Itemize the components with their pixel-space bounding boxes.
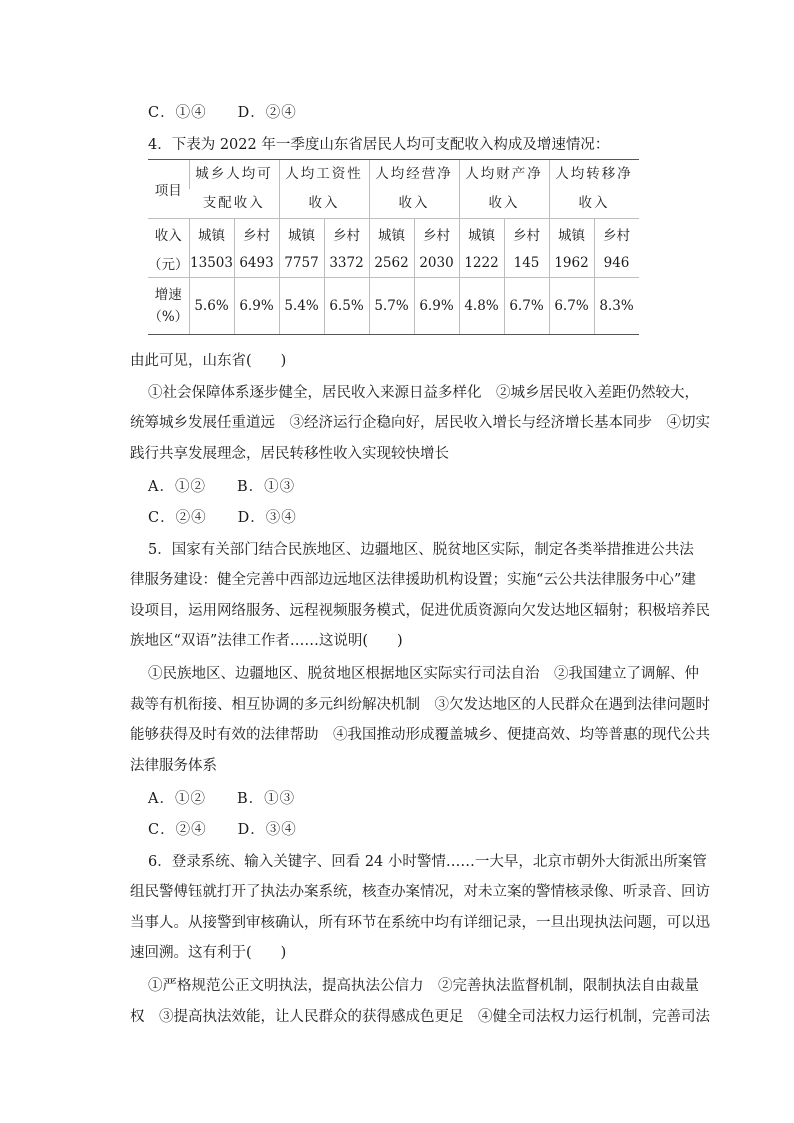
- q4-options-row-1: [148, 477, 648, 497]
- subhead-cell: 乡村: [504, 219, 549, 249]
- q5-stem-line: 5．国家有关部门结合民族地区、边疆地区、脱贫地区实际，制定各类举措推进公共法: [148, 542, 694, 558]
- growth-cell: 6.7%: [549, 278, 594, 335]
- q5-stem-line: 设项目，运用网络服务、远程视频服务模式，促进优质资源向欠发达地区辐射；积极培养民: [130, 603, 710, 619]
- option-b: B．①③: [236, 479, 296, 495]
- income-table: [148, 159, 639, 335]
- subhead-cell: 城镇: [279, 219, 324, 249]
- income-cell: 2030: [414, 248, 459, 278]
- group-header-line2: 收入: [279, 189, 369, 219]
- q6-stem-line: 6．登录系统、输入关键字、回看 24 小时警情……一大早，北京市朝外大街派出所案管: [148, 854, 707, 870]
- q5-statement-line: 裁等有机衔接、相互协调的多元纠纷解决机制 ③欠发达地区的人民群众在遇到法律问题时: [130, 697, 710, 713]
- growth-cell: 5.6%: [189, 278, 234, 335]
- growth-cell: 5.7%: [369, 278, 414, 335]
- group-header: 人均工资性: [279, 160, 369, 190]
- growth-cell: 6.7%: [504, 278, 549, 335]
- income-cell: 1962: [549, 248, 594, 278]
- income-cell: 7757: [279, 248, 324, 278]
- q4-statement-line: 统筹城乡发展任重道远 ③经济运行企稳向好，居民收入增长与经济增长基本同步 ④切实: [130, 415, 710, 431]
- subhead-cell: 乡村: [324, 219, 369, 249]
- option-a: A．①②: [148, 479, 206, 495]
- income-cell: 946: [594, 248, 639, 278]
- q5-statement-line: ①民族地区、边疆地区、脱贫地区根据地区实际实行司法自治 ②我国建立了调解、仲: [148, 666, 699, 682]
- growth-cell: 6.5%: [324, 278, 369, 335]
- q5-options-row-1: [148, 789, 648, 809]
- income-unit-label: （元）: [148, 256, 189, 273]
- group-header: 人均经营净: [369, 160, 459, 190]
- option-b: B．①③: [236, 791, 296, 807]
- q5-statement-line: 能够获得及时有效的法律帮助 ④我国推动形成覆盖城乡、便捷高效、均等普惠的现代公共: [130, 727, 710, 743]
- growth-label: 增速 （%）: [148, 278, 189, 335]
- growth-cell: 4.8%: [459, 278, 504, 335]
- growth-cell: 5.4%: [279, 278, 324, 335]
- option-d: D．③④: [237, 822, 297, 838]
- subhead-cell: 乡村: [594, 219, 639, 249]
- subhead-cell: 城镇: [369, 219, 414, 249]
- option-c: C．②④: [148, 510, 207, 526]
- q4-statement-line: 践行共享发展理念，居民转移性收入实现较快增长: [130, 446, 449, 462]
- income-label: 收入: [148, 219, 189, 249]
- q4-options-row-2: [148, 508, 648, 528]
- group-header: 人均财产净: [459, 160, 549, 190]
- q6-statement-line: 权 ③提高执法效能，让人民群众的获得感成色更足 ④健全司法权力运行机制，完善司法: [130, 1009, 710, 1025]
- q4-stem: 4．下表为 2022 年一季度山东省居民人均可支配收入构成及增速情况：: [148, 137, 610, 153]
- group-header: 人均转移净: [549, 160, 639, 190]
- subhead-cell: 乡村: [234, 219, 279, 249]
- growth-cell: 8.3%: [594, 278, 639, 335]
- q6-stem-line: 当事人。从接警到审核确认，所有环节在系统中均有详细记录，一旦出现执法问题，可以迅: [130, 915, 710, 931]
- option-a: A．①②: [148, 791, 206, 807]
- q5-stem-line: 律服务建设：健全完善中西部边远地区法律援助机构设置；实施“云公共法律服务中心”建: [130, 572, 696, 588]
- q6-stem-line: 组民警傅钰就打开了执法办案系统，核查办案情况，对未立案的警情核录像、听录音、回访: [130, 884, 710, 900]
- option-c: C．②④: [148, 822, 207, 838]
- growth-cell: 6.9%: [414, 278, 459, 335]
- q5-statement-line: 法律服务体系: [130, 758, 217, 774]
- group-header-line2: 收入: [369, 189, 459, 219]
- group-header-line2: 收入: [549, 189, 639, 219]
- q4-statement-line: ①社会保障体系逐步健全，居民收入来源日益多样化 ②城乡居民收入差距仍然较大，: [148, 385, 699, 401]
- q5-stem-line: 族地区“双语”法律工作者……这说明( ): [130, 633, 403, 649]
- group-header-line2: 支配收入: [202, 195, 265, 211]
- income-cell: 2562: [369, 248, 414, 278]
- option-d: D．③④: [237, 510, 297, 526]
- q5-options-row-2: [148, 820, 648, 840]
- option-c: C．①④: [148, 105, 207, 121]
- income-cell: 1222: [459, 248, 504, 278]
- income-cell: 13503: [189, 248, 234, 278]
- income-cell: 3372: [324, 248, 369, 278]
- subhead-cell: 城镇: [459, 219, 504, 249]
- income-cell: 6493: [234, 248, 279, 278]
- option-d: D．②④: [237, 105, 297, 121]
- table-header-item: 项目: [148, 160, 189, 219]
- prev-options-row: [148, 103, 648, 123]
- q4-question: 由此可见，山东省( ): [130, 353, 287, 369]
- income-cell: 145: [504, 248, 549, 278]
- subhead-cell: 乡村: [414, 219, 459, 249]
- q6-statement-line: ①严格规范公正文明执法，提高执法公信力 ②完善执法监督机制，限制执法自由裁量: [148, 978, 699, 994]
- q6-stem-line: 速回溯。这有利于( ): [130, 945, 287, 961]
- subhead-cell: 城镇: [549, 219, 594, 249]
- subhead-cell: 城镇: [189, 219, 234, 249]
- group-header-line2: 收入: [459, 189, 549, 219]
- group-header: 城乡人均可: [189, 160, 279, 190]
- growth-cell: 6.9%: [234, 278, 279, 335]
